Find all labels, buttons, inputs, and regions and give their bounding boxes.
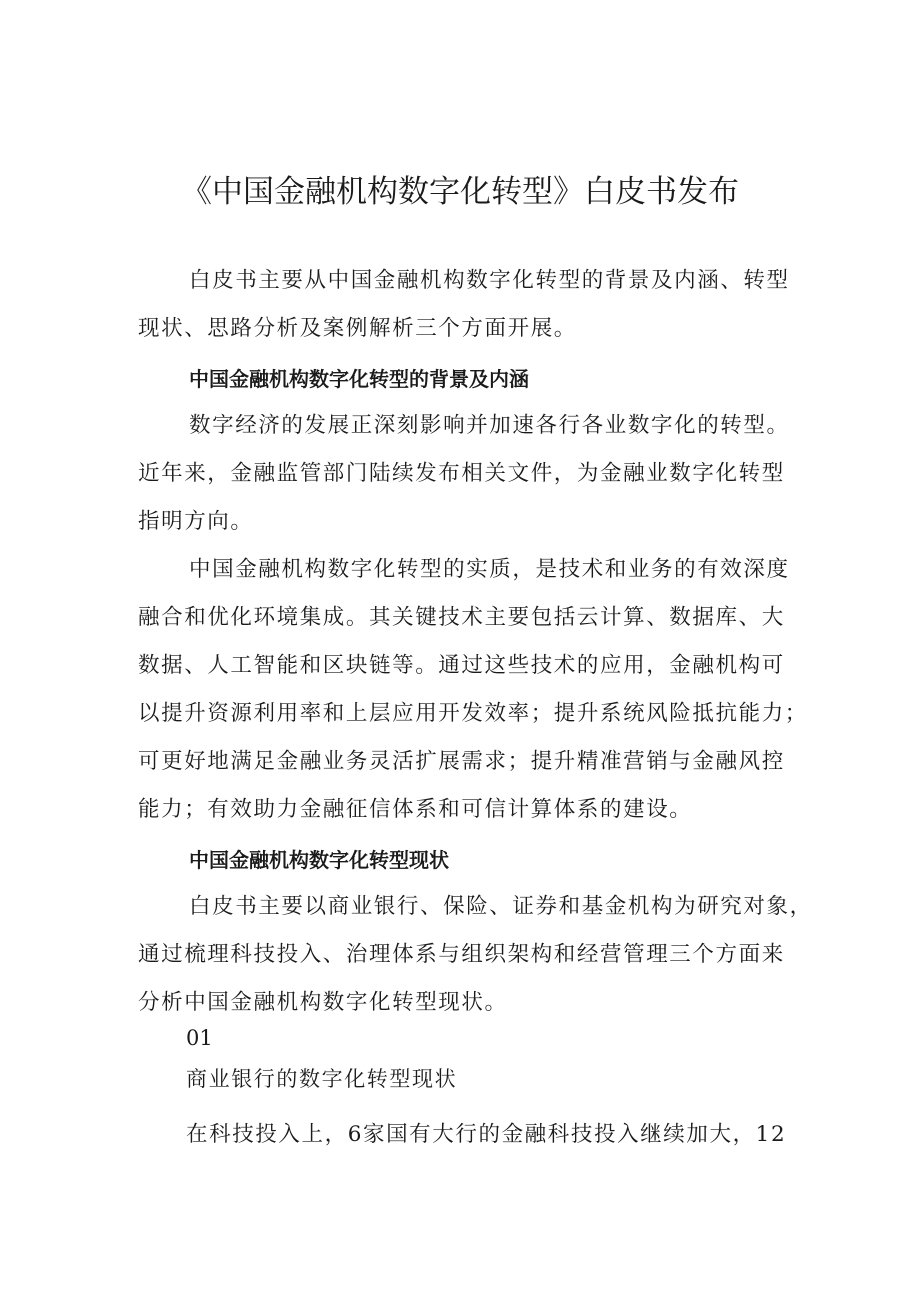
paragraph-line: 白皮书主要以商业银行、保险、证券和基金机构为研究对象， xyxy=(189,894,813,919)
section-heading-background: 中国金融机构数字化转型的背景及内涵 xyxy=(189,367,529,391)
intro-line-2: 现状、思路分析及案例解析三个方面开展。 xyxy=(138,316,577,341)
section-heading-status: 中国金融机构数字化转型现状 xyxy=(189,848,449,872)
paragraph-line: 融合和优化环境集成。其关键技术主要包括云计算、数据库、大 xyxy=(138,605,785,630)
document-title: 《中国金融机构数字化转型》白皮书发布 xyxy=(181,174,739,210)
paragraph-line: 指明方向。 xyxy=(138,509,254,534)
paragraph-line: 能力；有效助力金融征信体系和可信计算体系的建设。 xyxy=(138,797,693,822)
paragraph-line: 通过梳理科技投入、治理体系与组织架构和经营管理三个方面来 xyxy=(138,942,785,967)
section-number: 01 xyxy=(186,1026,213,1050)
paragraph-line: 近年来，金融监管部门陆续发布相关文件，为金融业数字化转型 xyxy=(138,461,785,486)
subsection-heading: 商业银行的数字化转型现状 xyxy=(186,1067,458,1091)
paragraph-line: 分析中国金融机构数字化转型现状。 xyxy=(138,990,508,1015)
paragraph-line: 数字经济的发展正深刻影响并加速各行各业数字化的转型。 xyxy=(189,413,790,438)
paragraph-line: 在科技投入上，6家国有大行的金融科技投入继续加大，12 xyxy=(186,1122,787,1147)
paragraph-line: 中国金融机构数字化转型的实质，是技术和业务的有效深度 xyxy=(189,557,790,582)
paragraph-line: 可更好地满足金融业务灵活扩展需求；提升精准营销与金融风控 xyxy=(138,749,785,774)
paragraph-line: 以提升资源利用率和上层应用开发效率；提升系统风险抵抗能力； xyxy=(138,701,808,726)
intro-line-1: 白皮书主要从中国金融机构数字化转型的背景及内涵、转型 xyxy=(189,268,790,293)
paragraph-line: 数据、人工智能和区块链等。通过这些技术的应用，金融机构可 xyxy=(138,653,785,678)
